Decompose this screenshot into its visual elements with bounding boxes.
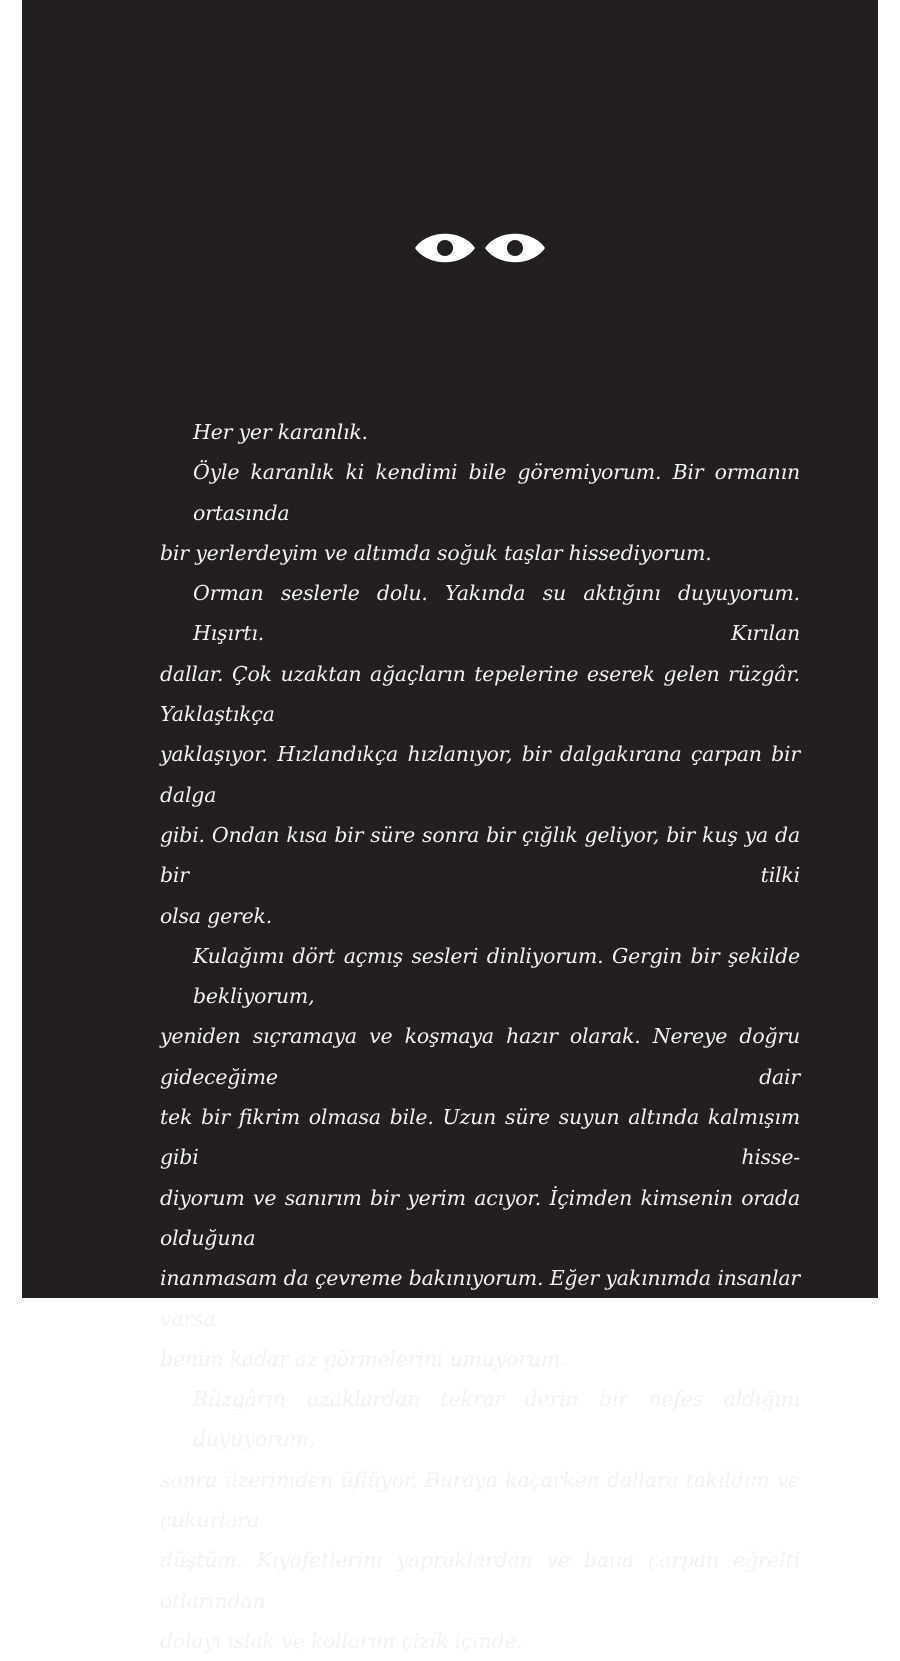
text-line: gibi. Ondan kısa bir süre sonra bir çığlık geliyor, bir kuş ya da bir tilki xyxy=(160,822,800,888)
text-line: Her yer karanlık. xyxy=(193,420,368,444)
paragraph xyxy=(160,452,800,573)
text-line: tek bir fikrim olmasa bile. Uzun süre suyun altında kalmışım gibi hisse- xyxy=(160,1105,800,1170)
text-line: Öyle karanlık ki kendimi bile göremiyorum. Bir ormanın ortasında xyxy=(193,460,800,525)
text-line: Orman seslerle dolu. Yakında su aktığını duyuyorum. Hışırtı. Kırılan xyxy=(193,581,800,646)
text-line: düştüm. Kıyafetlerim yapraklardan ve bana çarpan eğrelti otlarından xyxy=(160,1548,800,1613)
text-line: olsa gerek. xyxy=(160,903,273,928)
text-line: yeniden sıçramaya ve koşmaya hazır olarak. Nereye doğru gideceğime dair xyxy=(160,1024,800,1089)
text-line: bir yerlerdeyim ve altımda soğuk taşlar hissediyorum. xyxy=(160,540,712,565)
book-page xyxy=(22,0,878,1653)
text-line: inanmasam da çevreme bakınıyorum. Eğer yakınımda insanlar varsa xyxy=(160,1266,800,1331)
paragraph xyxy=(160,1379,800,1661)
text-line: dolayı ıslak ve kollarım çizik içinde. xyxy=(160,1628,523,1653)
paragraph xyxy=(160,573,800,936)
left-eye-icon xyxy=(414,232,476,264)
paragraph xyxy=(160,936,800,1379)
text-line: yaklaşıyor. Hızlandıkça hızlanıyor, bir dalgakırana çarpan bir dalga xyxy=(160,742,800,807)
text-line: benim kadar az görmelerini umuyorum. xyxy=(160,1346,567,1371)
right-eye-icon xyxy=(484,232,546,264)
text-line: Kulağımı dört açmış sesleri dinliyorum. Gergin bir şekilde bekliyorum, xyxy=(193,943,800,1009)
text-line: sonra üzerimden üflüyor. Buraya kaçarken dallara takıldım ve çukurlara xyxy=(160,1467,800,1533)
paragraph xyxy=(160,412,800,452)
eyes-ornament xyxy=(414,232,546,264)
body-text xyxy=(160,412,800,1661)
text-line: diyorum ve sanırım bir yerim acıyor. İçimden kimsenin orada olduğuna xyxy=(160,1185,800,1250)
text-line: Rüzgârın uzaklardan tekrar derin bir nefes aldığını duyuyorum, xyxy=(193,1387,800,1452)
text-line: dallar. Çok uzaktan ağaçların tepelerine eserek gelen rüzgâr. Yaklaştıkça xyxy=(160,661,800,727)
